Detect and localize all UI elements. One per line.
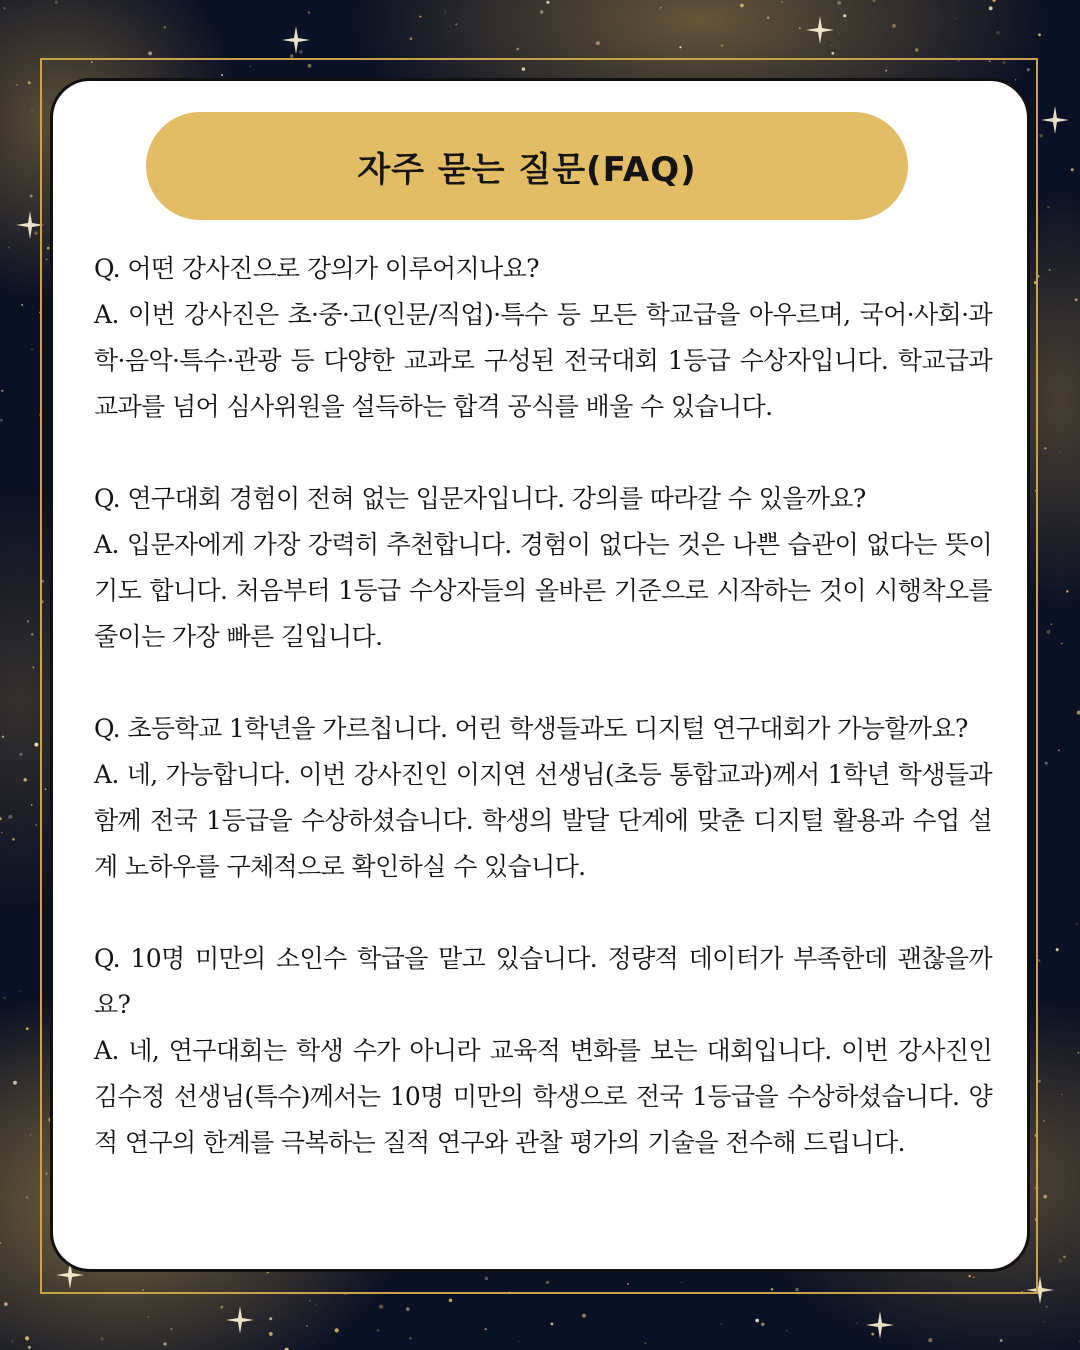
- faq-question: Q. 연구대회 경험이 전혀 없는 입문자입니다. 강의를 따라갈 수 있을까요?: [94, 484, 866, 513]
- faq-answer: A. 입문자에게 가장 강력히 추천합니다. 경험이 없다는 것은 나쁜 습관이 없다는 뜻이기도 합니다. 처음부터 1등급 수상자들의 올바른 기준으로 시작하는 것이 시행착오를 줄이는 가장 빠른 길입니다.: [94, 530, 992, 651]
- faq-item: [94, 936, 992, 1166]
- faq-item: [94, 246, 992, 430]
- faq-question: Q. 초등학교 1학년을 가르칩니다. 어린 학생들과도 디지털 연구대회가 가능할까요?: [94, 714, 968, 743]
- page-title: 자주 묻는 질문(FAQ): [357, 149, 697, 190]
- faq-answer: A. 네, 가능합니다. 이번 강사진인 이지연 선생님(초등 통합교과)께서 1학년 학생들과 함께 전국 1등급을 수상하셨습니다. 학생의 발달 단계에 맞춘 디지털 활용과 수업 설계 노하우를 구체적으로 확인하실 수 있습니다.: [94, 760, 992, 881]
- faq-list: [94, 246, 992, 1212]
- faq-answer: A. 네, 연구대회는 학생 수가 아니라 교육적 변화를 보는 대회입니다. 이번 강사진인 김수정 선생님(특수)께서는 10명 미만의 학생으로 전국 1등급을 수상하셨습니다. 양적 연구의 한계를 극복하는 질적 연구와 관찰 평가의 기술을 전수해 드립니다.: [94, 1036, 992, 1157]
- faq-item: [94, 706, 992, 890]
- faq-question: Q. 10명 미만의 소인수 학급을 맡고 있습니다. 정량적 데이터가 부족한데 괜찮을까요?: [94, 944, 992, 1019]
- faq-answer: A. 이번 강사진은 초·중·고(인문/직업)·특수 등 모든 학교급을 아우르며, 국어·사회·과학·음악·특수·관광 등 다양한 교과로 구성된 전국대회 1등급 수상자입니다. 학교급과 교과를 넘어 심사위원을 설득하는 합격 공식를 배울 수 있습니다.: [94, 300, 992, 421]
- faq-question: Q. 어떤 강사진으로 강의가 이루어지나요?: [94, 254, 539, 283]
- title-banner: [146, 112, 908, 220]
- faq-item: [94, 476, 992, 660]
